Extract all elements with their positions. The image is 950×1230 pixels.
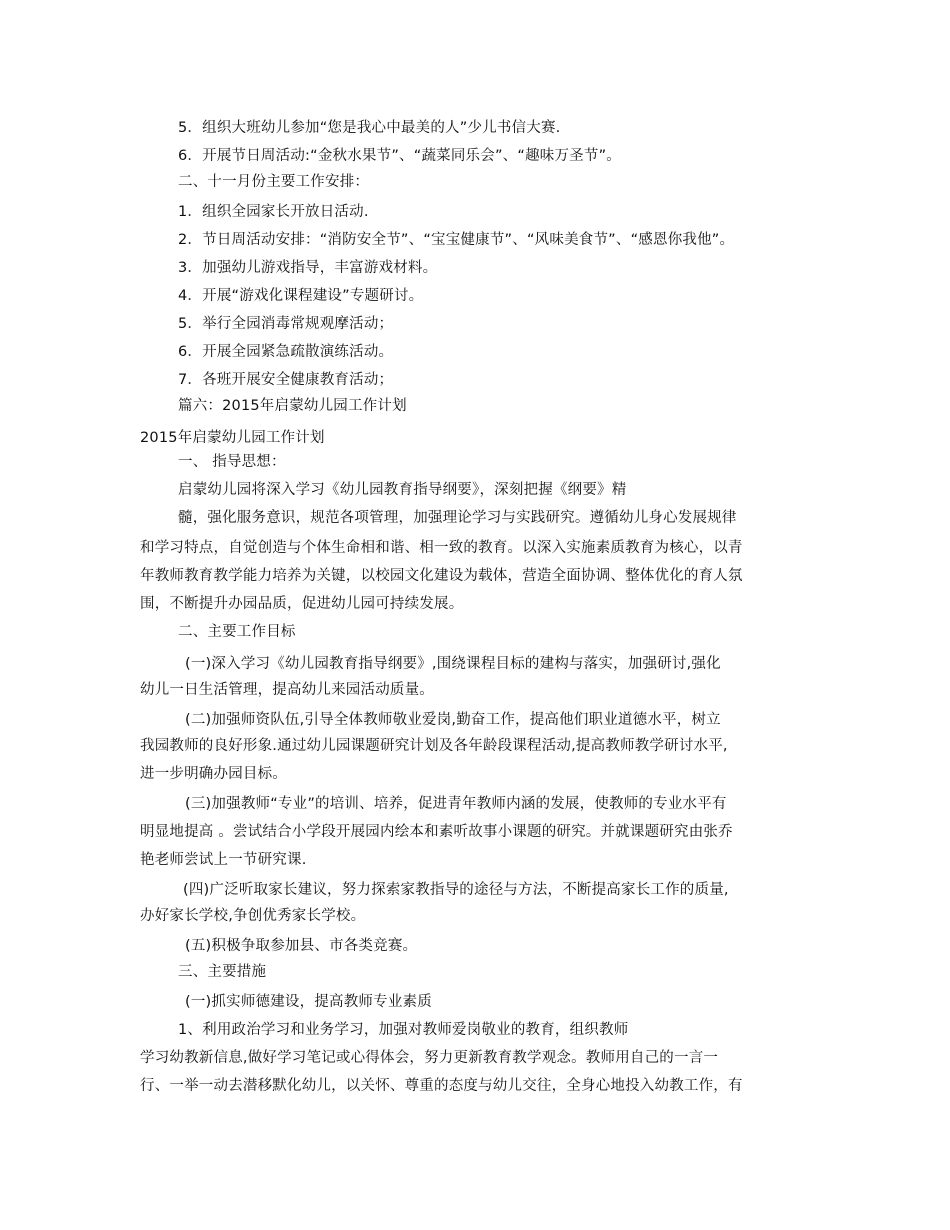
text-line: 1、利用政治学习和业务学习，加强对教师爱岗敬业的教育，组织教师 [178,1022,629,1038]
document-title: 2015年启蒙幼儿园工作计划 [140,430,325,446]
text-line: (四)广泛听取家长建议，努力探索家教指导的途径与方法，不断提高家长工作的质量, [183,882,729,898]
text-line: 办好家长学校,争创优秀家长学校。 [140,908,366,924]
text-line: (二)加强师资队伍,引导全体教师敬业爱岗,勤奋工作，提高他们职业道德水平，树立 [185,712,721,728]
text-line: (一)深入学习《幼儿园教育指导纲要》,围绕课程目标的建构与落实，加强研讨,强化 [185,656,721,672]
section-heading: 二、主要工作目标 [178,624,296,640]
text-line: 艳老师尝试上一节研究课. [140,852,307,868]
text-line: 7．各班开展安全健康教育活动； [178,372,394,388]
text-line: 5．举行全园消毒常规观摩活动； [178,316,394,332]
text-line: 5．组织大班幼儿参加“您是我心中最美的人”少儿书信大赛. [178,120,561,136]
text-line: 4．开展“游戏化课程建设”专题研讨。 [178,288,424,304]
text-line: 年教师教育教学能力培养为关键，以校园文化建设为载体，营造全面协调、整体优化的育人氛 [140,568,743,584]
text-line: 行、一举一动去潜移默化幼儿，以关怀、尊重的态度与幼儿交往，全身心地投入幼教工作，有 [140,1078,743,1094]
text-line: 2．节日周活动安排：“消防安全节”、“宝宝健康节”、“风味美食节”、“感恩你我他”。 [178,232,735,248]
text-line: 3．加强幼儿游戏指导，丰富游戏材料。 [178,260,438,276]
section-heading: 二、十一月份主要工作安排： [178,174,370,190]
text-line: 和学习特点，自觉创造与个体生命相和谐、相一致的教育。以深入实施素质教育为核心，以青 [140,540,743,556]
text-line: 我园教师的良好形象.通过幼儿园课题研究计划及各年龄段课程活动,提高教师教学研讨水平, [140,738,728,754]
text-line: 6．开展节日周活动:“金秋水果节”、“蔬菜同乐会”、“趣味万圣节”。 [178,148,621,164]
text-line: (五)积极争取参加县、市各类竞赛。 [185,938,418,954]
text-line: 进一步明确办园目标。 [140,766,287,782]
text-line: 6．开展全园紧急疏散演练活动。 [178,344,394,360]
text-line: 学习幼教新信息,做好学习笔记或心得体会，努力更新教育教学观念。教师用自己的一言一 [140,1050,719,1066]
text-line: 围，不断提升办园品质，促进幼儿园可持续发展。 [140,596,464,612]
text-line: 1．组织全园家长开放日活动. [178,204,369,220]
section-heading: 篇六：2015年启蒙幼儿园工作计划 [178,398,407,414]
text-line: 髓，强化服务意识，规范各项管理，加强理论学习与实践研究。遵循幼儿身心发展规律 [178,510,737,526]
section-heading: 三、主要措施 [178,964,267,980]
section-heading: 一、 指导思想： [178,454,286,470]
text-line: (一)抓实师德建设，提高教师专业素质 [185,994,432,1010]
text-line: (三)加强教师“专业”的培训、培养，促进青年教师内涵的发展，使教师的专业水平有 [185,796,727,812]
text-line: 明显地提高 。尝试结合小学段开展园内绘本和素听故事小课题的研究。并就课题研究由张乔 [140,824,733,840]
text-line: 启蒙幼儿园将深入学习《幼儿园教育指导纲要》，深刻把握《纲要》精 [178,482,627,498]
text-line: 幼儿一日生活管理，提高幼儿来园活动质量。 [140,682,434,698]
